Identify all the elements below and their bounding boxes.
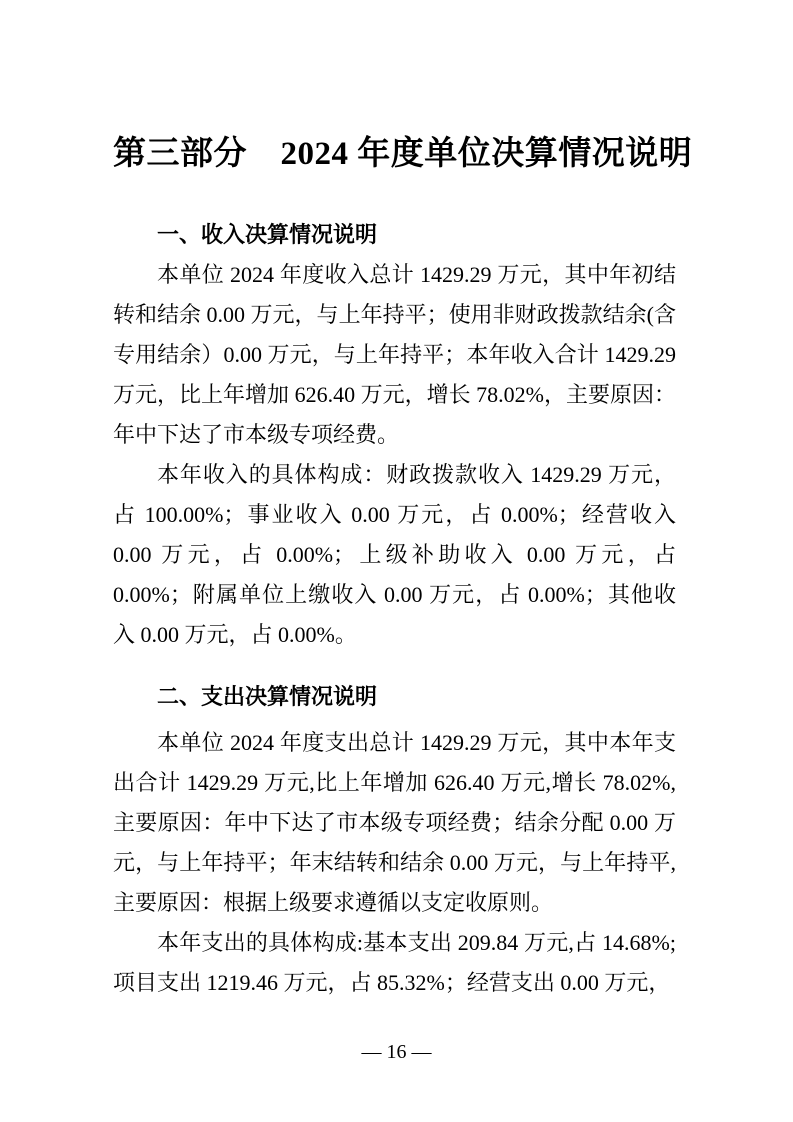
income-composition-paragraph: 本年收入的具体构成：财政拨款收入 1429.29 万元，占 100.00%；事业收入 0.00 万元，占 0.00%；经营收入 0.00 万元，占 0.00%；上级补助收入 0.00 万元，占 0.00%；附属单位上缴收入 0.00 万元，占 0.00%；其他收入 0.00 万元，占 0.00%。	[113, 462, 676, 647]
document-title: 第三部分 2024 年度单位决算情况说明	[113, 136, 693, 172]
expenditure-summary-paragraph: 本单位 2024 年度支出总计 1429.29 万元，其中本年支出合计 1429.29 万元,比上年增加 626.40 万元,增长 78.02%,主要原因：年中下达了市本级专项经费；结余分配 0.00 万元，与上年持平；年末结转和结余 0.00 万元，与上年持平,主要原因：根据上级要求遵循以支定收原则。	[113, 730, 676, 915]
section-expenditure	[113, 677, 676, 1003]
document-content	[113, 0, 693, 1003]
section-expenditure-heading: 二、支出决算情况说明	[157, 684, 378, 709]
section-income	[113, 215, 676, 655]
section-income-heading: 一、收入决算情况说明	[157, 222, 378, 247]
page-number: — 16 —	[361, 1041, 432, 1063]
income-summary-paragraph: 本单位 2024 年度收入总计 1429.29 万元，其中年初结转和结余 0.00 万元，与上年持平；使用非财政拨款结余(含专用结余）0.00 万元，与上年持平；本年收入合计 1429.29 万元，比上年增加 626.40 万元，增长 78.02%，主要原因：年中下达了市本级专项经费。	[113, 262, 676, 447]
expenditure-composition-paragraph: 本年支出的具体构成:基本支出 209.84 万元,占 14.68%;项目支出 1219.46 万元，占 85.32%；经营支出 0.00 万元，	[113, 930, 676, 995]
